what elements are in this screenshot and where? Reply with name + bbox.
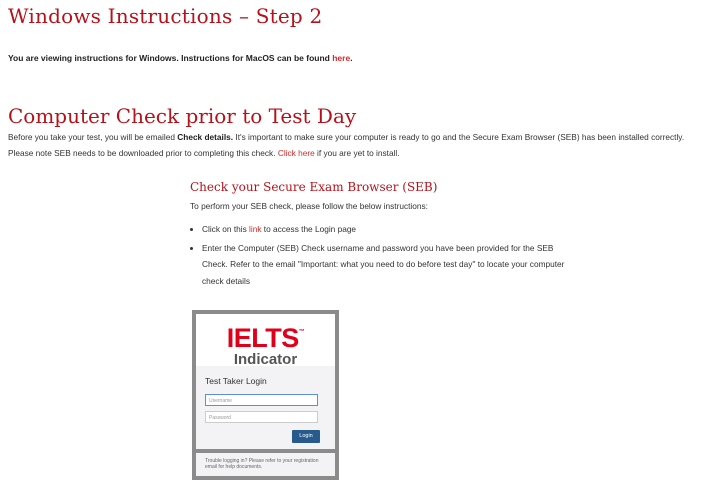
page-title: Windows Instructions – Step 2 [8, 4, 323, 28]
logo-indicator: Indicator [233, 351, 298, 368]
macos-instructions-link[interactable]: here [332, 53, 351, 63]
step1-text-end: to access the Login page [261, 224, 357, 234]
list-item: • Enter the Computer (SEB) Check username and password you have been provided for the SEB Check. Refer to the email "Important: what you need to do before test day" to locate your computer check details [202, 240, 570, 290]
intro-text-2: It's important to make sure your computer is ready to go and the Secure Exam Browser (SEB) has been installed correctly. Please note SEB needs to be downloaded prior to completing this check. [8, 132, 685, 158]
ielts-indicator-logo [196, 314, 335, 366]
intro-text-3: if you are yet to install. [314, 148, 400, 158]
platform-notice [8, 53, 353, 63]
instruction-list [190, 221, 570, 289]
section-title: Computer Check prior to Test Day [8, 104, 357, 128]
notice-text: You are viewing instructions for Windows. Instructions for MacOS can be found [8, 53, 333, 63]
login-screenshot [192, 310, 339, 480]
seb-subtitle: To perform your SEB check, please follow the below instructions: [190, 201, 428, 211]
seb-check-section [190, 180, 570, 291]
intro-bold: Check details. [177, 132, 234, 142]
login-help-text: Trouble logging in? Please refer to your registration email for help documents. [196, 453, 335, 476]
login-title: Test Taker Login [205, 376, 267, 386]
logo-ielts: IELTS [226, 323, 299, 353]
step1-text: Click on this [202, 224, 250, 234]
intro-text-1: Before you take your test, you will be emailed [8, 132, 178, 142]
notice-end: . [350, 53, 353, 63]
logo-trademark: ™ [298, 329, 305, 335]
login-card [196, 314, 335, 449]
login-page-link[interactable]: link [249, 224, 262, 234]
list-item [202, 221, 570, 238]
intro-paragraph [8, 129, 708, 161]
seb-title: Check your Secure Exam Browser (SEB) [190, 180, 438, 194]
login-button: Login [292, 430, 320, 443]
username-field: Username [205, 394, 318, 406]
install-link[interactable]: Click here [277, 148, 315, 158]
password-field: Password [205, 411, 318, 423]
